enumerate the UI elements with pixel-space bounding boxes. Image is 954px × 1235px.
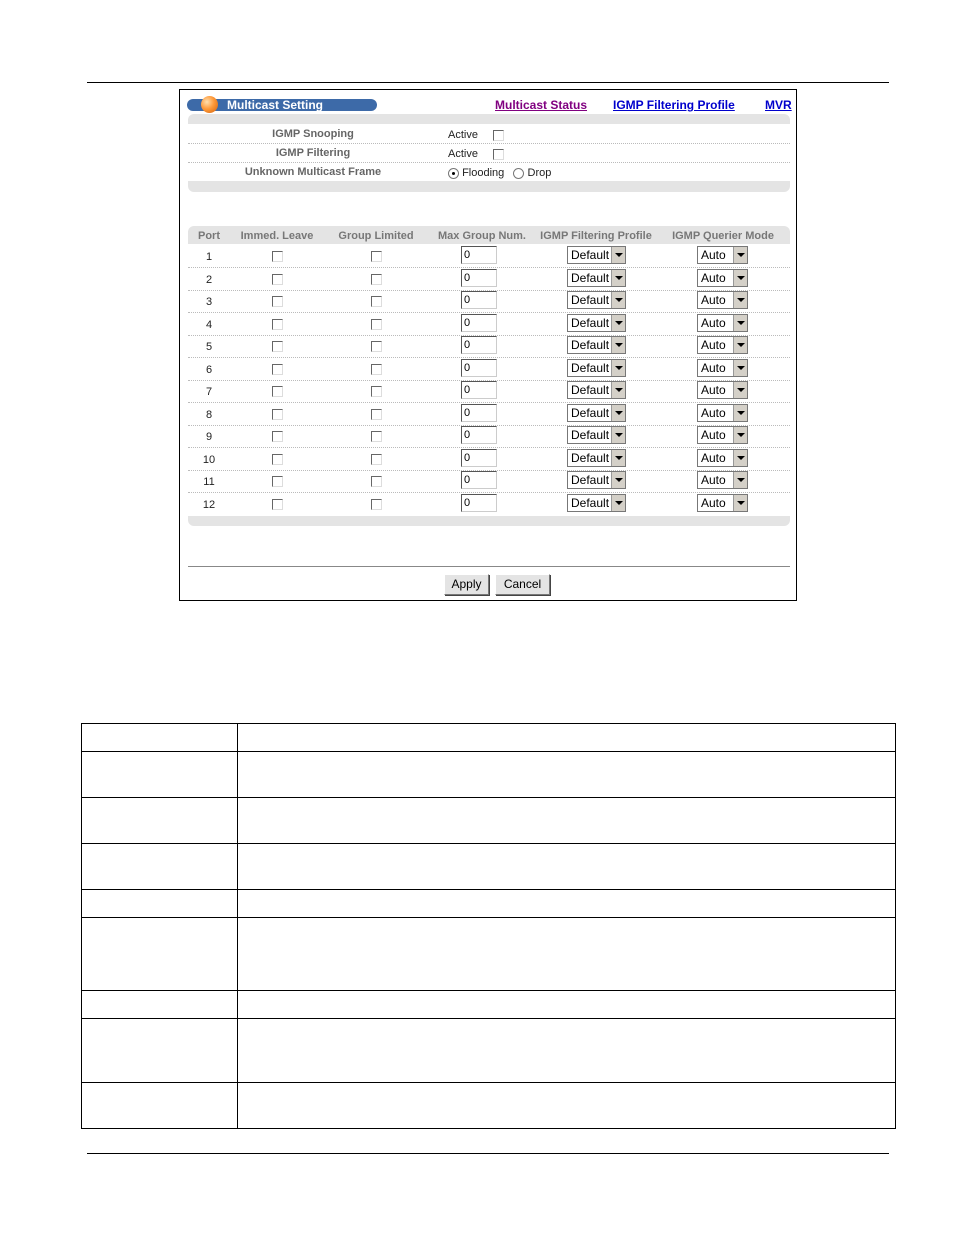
igmp-filtering-profile-select[interactable] (567, 359, 626, 377)
select-value: Auto (701, 473, 726, 487)
chevron-down-icon[interactable] (733, 270, 747, 286)
table-row (188, 425, 790, 448)
max-group-num-input[interactable] (461, 426, 497, 444)
immed-leave-checkbox[interactable] (272, 431, 283, 442)
immed-leave-checkbox[interactable] (272, 386, 283, 397)
port-number: 9 (205, 431, 213, 443)
igmp-filtering-profile-select[interactable] (567, 449, 626, 467)
table-row (82, 1083, 896, 1129)
igmp-querier-mode-select[interactable] (697, 494, 748, 512)
chevron-down-icon[interactable] (733, 337, 747, 353)
port-number: 11 (203, 476, 215, 488)
table-row (82, 798, 896, 844)
immed-leave-checkbox[interactable] (272, 341, 283, 352)
multicast-status-link[interactable]: Multicast Status (495, 98, 588, 112)
select-value: Auto (701, 360, 726, 375)
chevron-down-icon[interactable] (611, 450, 625, 466)
group-limited-checkbox[interactable] (371, 409, 382, 420)
igmp-filtering-profile-select[interactable] (567, 426, 626, 444)
igmp-snooping-label: IGMP Snooping (272, 128, 354, 140)
group-limited-checkbox[interactable] (371, 319, 382, 330)
port-number: 12 (202, 498, 216, 511)
max-group-num-input[interactable] (461, 269, 497, 287)
igmp-querier-mode-select[interactable] (697, 426, 748, 444)
igmp-querier-mode-select[interactable] (697, 449, 748, 467)
igmp-snooping-active-label: Active (448, 129, 478, 141)
field-description-table (81, 723, 896, 1129)
chevron-down-icon[interactable] (611, 270, 625, 286)
igmp-filtering-profile-select[interactable] (567, 471, 626, 489)
chevron-down-icon[interactable] (611, 382, 625, 398)
port-number: 4 (205, 318, 213, 331)
table-row (188, 493, 790, 515)
max-group-num-input[interactable] (461, 359, 497, 377)
group-limited-checkbox[interactable] (371, 431, 382, 442)
group-limited-checkbox[interactable] (371, 476, 382, 487)
chevron-down-icon[interactable] (733, 450, 747, 466)
multicast-setting-screen (179, 89, 797, 601)
immed-leave-checkbox[interactable] (272, 364, 283, 375)
group-limited-checkbox[interactable] (371, 454, 382, 465)
immed-leave-checkbox[interactable] (272, 251, 283, 262)
port-number: 8 (205, 408, 213, 421)
select-value: Default (571, 428, 610, 442)
mvr-link[interactable]: MVR (765, 98, 792, 112)
group-limited-checkbox[interactable] (371, 341, 382, 352)
orange-ball-icon (201, 96, 218, 113)
max-group-num-input[interactable] (461, 449, 497, 467)
table-row (188, 403, 790, 426)
chevron-down-icon[interactable] (733, 472, 747, 488)
select-value: Auto (701, 338, 726, 352)
igmp-querier-mode-select[interactable] (697, 336, 748, 354)
table-row (82, 890, 896, 918)
flooding-label: Flooding (462, 167, 505, 179)
igmp-querier-mode-select[interactable] (697, 404, 748, 422)
chevron-down-icon[interactable] (733, 315, 747, 331)
table-row (188, 470, 790, 493)
table-row (82, 844, 896, 890)
chevron-down-icon[interactable] (733, 360, 747, 376)
max-group-num-input[interactable] (461, 404, 497, 422)
max-group-num-input[interactable] (461, 471, 497, 489)
chevron-down-icon[interactable] (733, 382, 747, 398)
select-value: Auto (701, 383, 726, 397)
table-row (188, 380, 790, 403)
igmp-filtering-profile-select[interactable] (567, 314, 626, 332)
immed-leave-checkbox[interactable] (272, 499, 283, 510)
igmp-filtering-profile-select[interactable] (567, 404, 626, 422)
chevron-down-icon[interactable] (611, 292, 625, 308)
immed-leave-checkbox[interactable] (272, 409, 283, 420)
select-value: Auto (701, 428, 726, 442)
unknown-multicast-frame-row (188, 162, 790, 181)
table-row (188, 335, 790, 358)
max-group-num-input[interactable] (461, 291, 497, 309)
chevron-down-icon[interactable] (611, 472, 625, 488)
port-number: 2 (205, 273, 213, 286)
chevron-down-icon[interactable] (733, 405, 747, 421)
igmp-snooping-active-checkbox[interactable] (493, 130, 504, 141)
select-value: Auto (701, 270, 726, 285)
immed-leave-checkbox[interactable] (272, 296, 283, 307)
igmp-querier-mode-select[interactable] (697, 359, 748, 377)
select-value: Auto (701, 248, 726, 262)
chevron-down-icon[interactable] (611, 360, 625, 376)
select-value: Auto (701, 315, 726, 330)
igmp-querier-mode-select[interactable] (697, 381, 748, 399)
drop-label: Drop (527, 167, 552, 179)
group-limited-checkbox[interactable] (371, 499, 382, 510)
port-number: 3 (205, 296, 213, 308)
igmp-filtering-label: IGMP Filtering (275, 147, 351, 159)
port-number: 6 (205, 363, 213, 376)
select-value: Default (571, 383, 610, 397)
page-bottom-rule (87, 1153, 889, 1154)
select-value: Auto (701, 293, 726, 307)
apply-button[interactable]: Apply (444, 574, 489, 595)
immed-leave-checkbox[interactable] (272, 274, 283, 285)
chevron-down-icon[interactable] (611, 337, 625, 353)
igmp-filtering-profile-link[interactable]: IGMP Filtering Profile (613, 98, 735, 112)
table-row (188, 268, 790, 291)
select-value: Auto (701, 495, 726, 510)
max-group-num-input[interactable] (461, 494, 497, 512)
chevron-down-icon[interactable] (733, 292, 747, 308)
group-limited-checkbox[interactable] (371, 386, 382, 397)
table-row (188, 290, 790, 313)
group-limited-checkbox[interactable] (371, 251, 382, 262)
igmp-filtering-profile-select[interactable] (567, 336, 626, 354)
select-value: Default (571, 450, 610, 465)
igmp-filtering-profile-select[interactable] (567, 381, 626, 399)
group-limited-checkbox[interactable] (371, 364, 382, 375)
immed-leave-checkbox[interactable] (272, 319, 283, 330)
select-value: Default (571, 315, 610, 330)
group-limited-checkbox[interactable] (371, 296, 382, 307)
chevron-down-icon[interactable] (611, 495, 625, 511)
immed-leave-checkbox[interactable] (272, 454, 283, 465)
igmp-filtering-active-checkbox[interactable] (493, 149, 504, 160)
table-row (188, 245, 790, 268)
chevron-down-icon[interactable] (611, 405, 625, 421)
select-value: Default (571, 495, 610, 510)
igmp-querier-mode-select[interactable] (697, 314, 748, 332)
igmp-querier-mode-select[interactable] (697, 246, 748, 264)
igmp-filtering-profile-select[interactable] (567, 246, 626, 264)
table-row (82, 918, 896, 991)
select-value: Default (571, 405, 610, 420)
table-row (82, 991, 896, 1019)
port-number: 10 (202, 453, 216, 466)
select-value: Default (571, 360, 610, 375)
table-row (188, 313, 790, 336)
igmp-filtering-profile-select[interactable] (567, 291, 626, 309)
unknown-multicast-frame-label: Unknown Multicast Frame (244, 166, 382, 178)
max-group-num-input[interactable] (461, 314, 497, 332)
chevron-down-icon[interactable] (733, 427, 747, 443)
page-top-rule (87, 82, 889, 83)
max-group-num-header: Max Group Num. (437, 230, 526, 242)
select-value: Default (571, 473, 610, 487)
igmp-querier-mode-select[interactable] (697, 471, 748, 489)
select-value: Auto (701, 405, 726, 420)
igmp-querier-mode-header: IGMP Querier Mode (672, 230, 774, 242)
max-group-num-input[interactable] (461, 336, 497, 354)
port-number: 7 (205, 386, 213, 398)
table-row (82, 752, 896, 798)
igmp-filtering-row (188, 143, 790, 163)
max-group-num-input[interactable] (461, 381, 497, 399)
igmp-querier-mode-select[interactable] (697, 269, 748, 287)
flooding-radio[interactable] (448, 168, 459, 179)
group-limited-header: Group Limited (338, 230, 414, 242)
select-value: Default (571, 338, 610, 352)
select-value: Default (571, 293, 610, 307)
group-limited-checkbox[interactable] (371, 274, 382, 285)
table-row (82, 1019, 896, 1083)
igmp-querier-mode-select[interactable] (697, 291, 748, 309)
select-value: Default (571, 270, 610, 285)
port-number: 5 (205, 341, 213, 353)
drop-radio[interactable] (513, 168, 524, 179)
immed-leave-checkbox[interactable] (272, 476, 283, 487)
chevron-down-icon[interactable] (611, 315, 625, 331)
max-group-num-input[interactable] (461, 246, 497, 264)
select-value: Default (571, 248, 610, 262)
chevron-down-icon[interactable] (733, 495, 747, 511)
page-title: Multicast Setting (227, 98, 324, 112)
igmp-filtering-profile-select[interactable] (567, 494, 626, 512)
chevron-down-icon[interactable] (611, 247, 625, 263)
port-number: 1 (205, 251, 213, 263)
title-bar (187, 99, 377, 111)
table-row (188, 358, 790, 381)
chevron-down-icon[interactable] (733, 247, 747, 263)
igmp-filtering-profile-select[interactable] (567, 269, 626, 287)
igmp-filtering-active-label: Active (448, 148, 478, 160)
table-row (82, 724, 896, 752)
chevron-down-icon[interactable] (611, 427, 625, 443)
select-value: Auto (701, 450, 726, 465)
immed-leave-header: Immed. Leave (240, 230, 314, 242)
table-row (188, 448, 790, 471)
button-separator (188, 566, 790, 567)
igmp-snooping-row (188, 124, 790, 144)
igmp-filtering-profile-header: IGMP Filtering Profile (540, 230, 652, 242)
cancel-button[interactable]: Cancel (495, 574, 550, 595)
port-header: Port (198, 230, 220, 242)
